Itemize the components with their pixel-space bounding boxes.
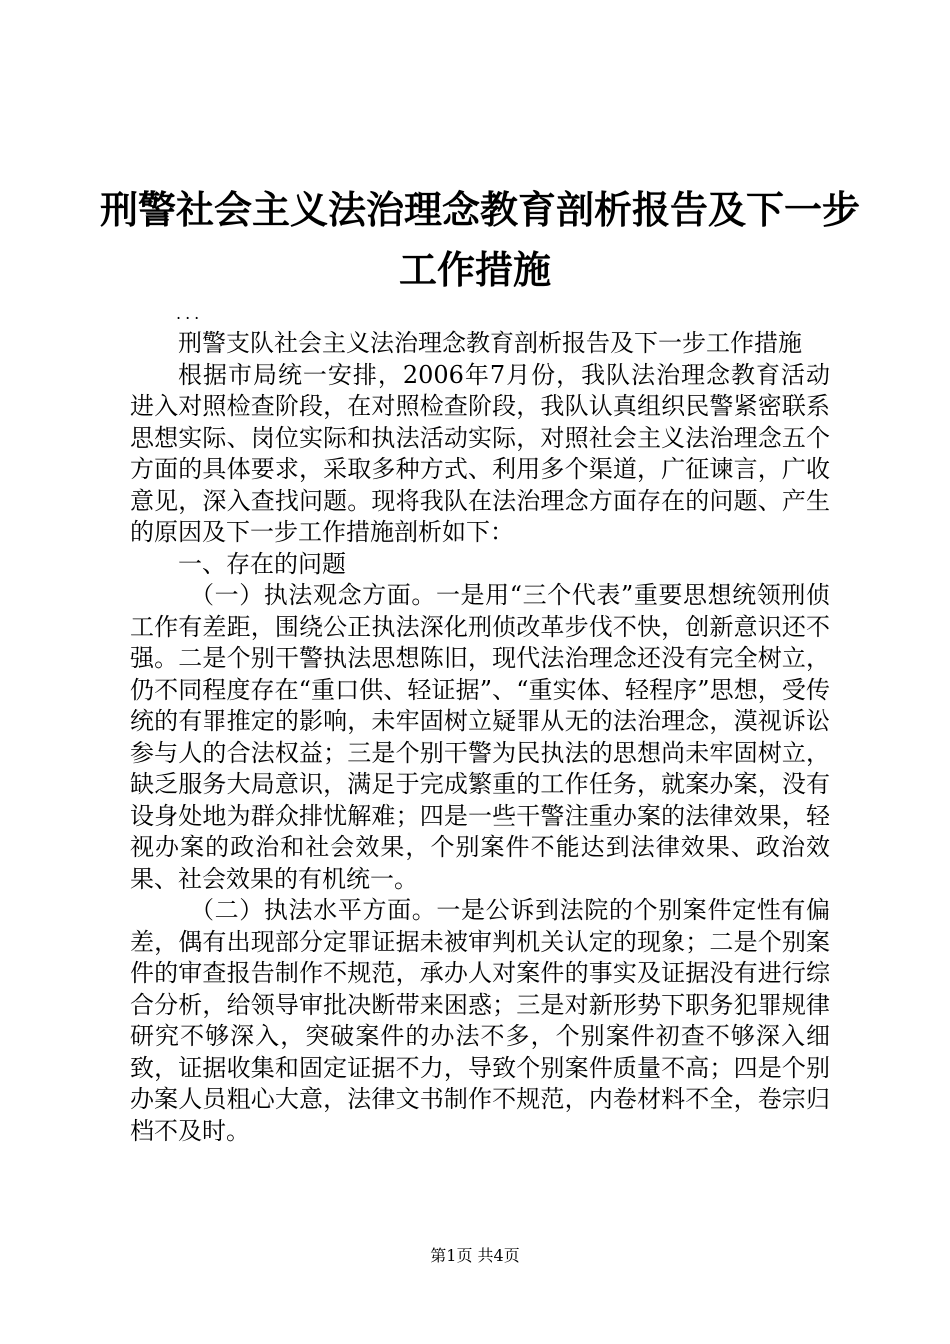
intro-paragraph: 根据市局统一安排，2006年7月份，我队法治理念教育活动进入对照检查阶段，在对照检查阶段，我队认真组织民警紧密联系思想实际、岗位实际和执法活动实际，对照社会主义法治理念五个方面的具体要求，采取多种方式、利用多个渠道，广征谏言，广收意见，深入查找问题。现将我队在法治理念方面存在的问题、产生的原因及下一步工作措施剖析如下： [130, 360, 830, 546]
subtitle-paragraph: 刑警支队社会主义法治理念教育剖析报告及下一步工作措施 [178, 329, 802, 357]
document-body [130, 328, 830, 1147]
paragraph-enforcement-level: （二）执法水平方面。一是公诉到法院的个别案件定性有偏差，偶有出现部分定罪证据未被审判机关认定的现象；二是个别案件的审查报告制作不规范，承办人对案件的事实及证据没有进行综合分析，给领导审批决断带来困惑；三是对新形势下职务犯罪规律研究不够深入，突破案件的办法不多，个别案件初查不够深入细致，证据收集和固定证据不力，导致个别案件质量不高；四是个别办案人员粗心大意，法律文书制作不规范，内卷材料不全，卷宗归档不及时。 [130, 896, 830, 1145]
section-heading: 一、存在的问题 [178, 549, 346, 578]
document-title-line-1: 刑警社会主义法治理念教育剖析报告及下一步 [100, 188, 861, 232]
document-title-line-2: 工作措施 [398, 248, 551, 292]
ellipsis-marker: ... [176, 304, 204, 323]
page-footer: 第1页 共4页 [430, 1246, 520, 1265]
paragraph-enforcement-concept: （一）执法观念方面。一是用“三个代表”重要思想统领刑侦工作有差距，围绕公正执法深化刑侦改革步伐不快，创新意识还不强。二是个别干警执法思想陈旧，现代法治理念还没有完全树立，仍不同程度存在“重口供、轻证据”、“重实体、轻程序”思想，受传统的有罪推定的影响，未牢固树立疑罪从无的法治理念，漠视诉讼参与人的合法权益；三是个别干警为民执法的思想尚未牢固树立，缺乏服务大局意识，满足于完成繁重的工作任务，就案办案，没有设身处地为群众排忧解难；四是一些干警注重办案的法律效果，轻视办案的政治和社会效果，个别案件不能达到法律效果、政治效果、社会效果的有机统一。 [130, 581, 830, 893]
